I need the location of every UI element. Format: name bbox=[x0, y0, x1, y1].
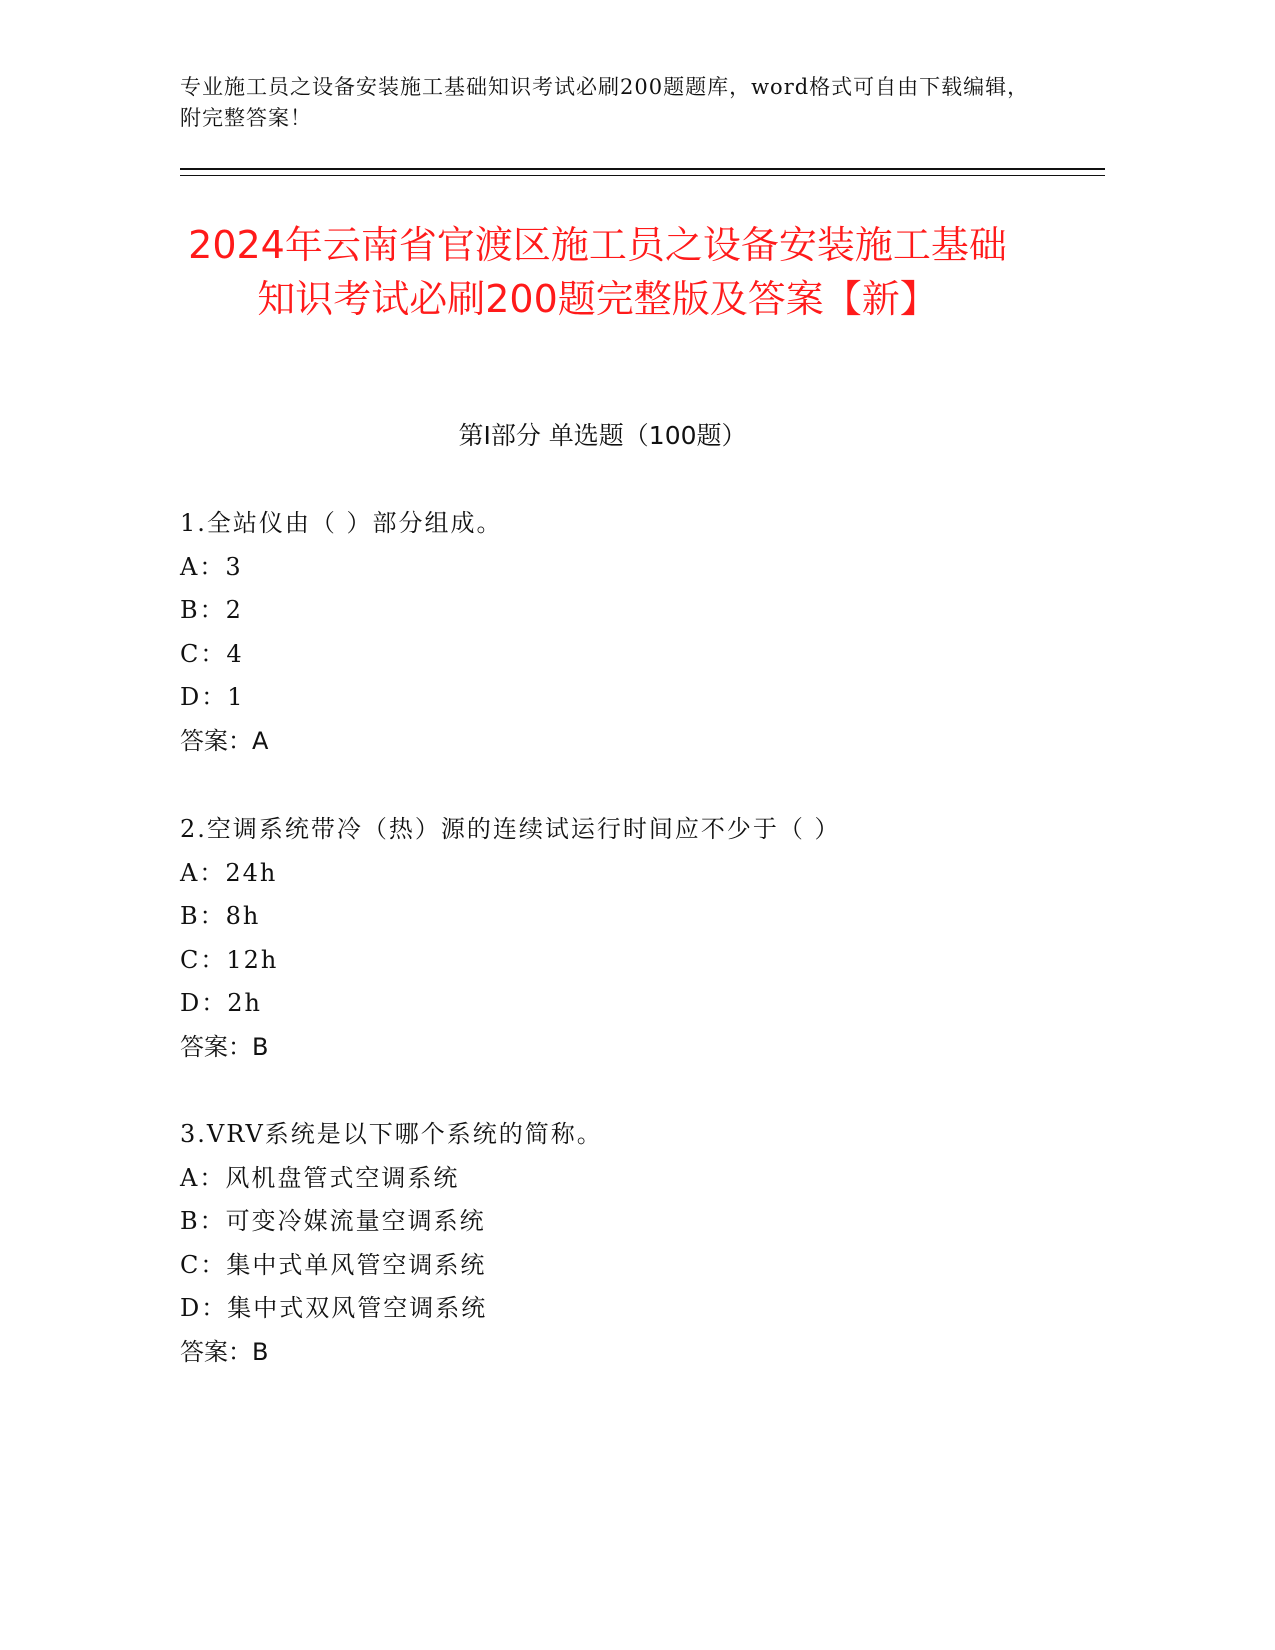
header-divider-thin bbox=[180, 175, 1105, 176]
option-b: B：可变冷媒流量空调系统 bbox=[180, 1207, 486, 1235]
option-a: A：3 bbox=[180, 552, 243, 581]
option-b: B：2 bbox=[180, 596, 243, 624]
option-b: B：8h bbox=[180, 902, 261, 930]
question-2 bbox=[180, 808, 1100, 1069]
option-d: D：1 bbox=[180, 683, 245, 711]
option-c: C：4 bbox=[180, 639, 244, 668]
option-a: A：24h bbox=[180, 858, 278, 887]
question-text: 2.空调系统带冷（热）源的连续试运行时间应不少于（ ） bbox=[180, 815, 841, 843]
header-note: 专业施工员之设备安装施工基础知识考试必刷200题题库，word格式可自由下载编辑，附完整答案！ bbox=[180, 75, 1030, 130]
option-d: D：集中式双风管空调系统 bbox=[180, 1294, 488, 1322]
question-3 bbox=[180, 1113, 1100, 1374]
answer: 答案：A bbox=[180, 726, 269, 755]
answer: 答案：B bbox=[180, 1337, 269, 1366]
question-1 bbox=[180, 502, 1100, 763]
option-c: C：集中式单风管空调系统 bbox=[180, 1250, 487, 1279]
section-heading: 第I部分 单选题（100题） bbox=[458, 421, 747, 450]
question-text: 3.VRV系统是以下哪个系统的简称。 bbox=[180, 1120, 603, 1148]
header-divider-thick bbox=[180, 168, 1105, 170]
question-text: 1.全站仪由（ ）部分组成。 bbox=[180, 509, 503, 537]
document-title: 2024年云南省官渡区施工员之设备安装施工基础知识考试必刷200题完整版及答案【新】 bbox=[188, 223, 1007, 321]
option-c: C：12h bbox=[180, 945, 279, 974]
option-a: A：风机盘管式空调系统 bbox=[180, 1163, 460, 1192]
option-d: D：2h bbox=[180, 989, 262, 1017]
answer: 答案：B bbox=[180, 1032, 269, 1061]
